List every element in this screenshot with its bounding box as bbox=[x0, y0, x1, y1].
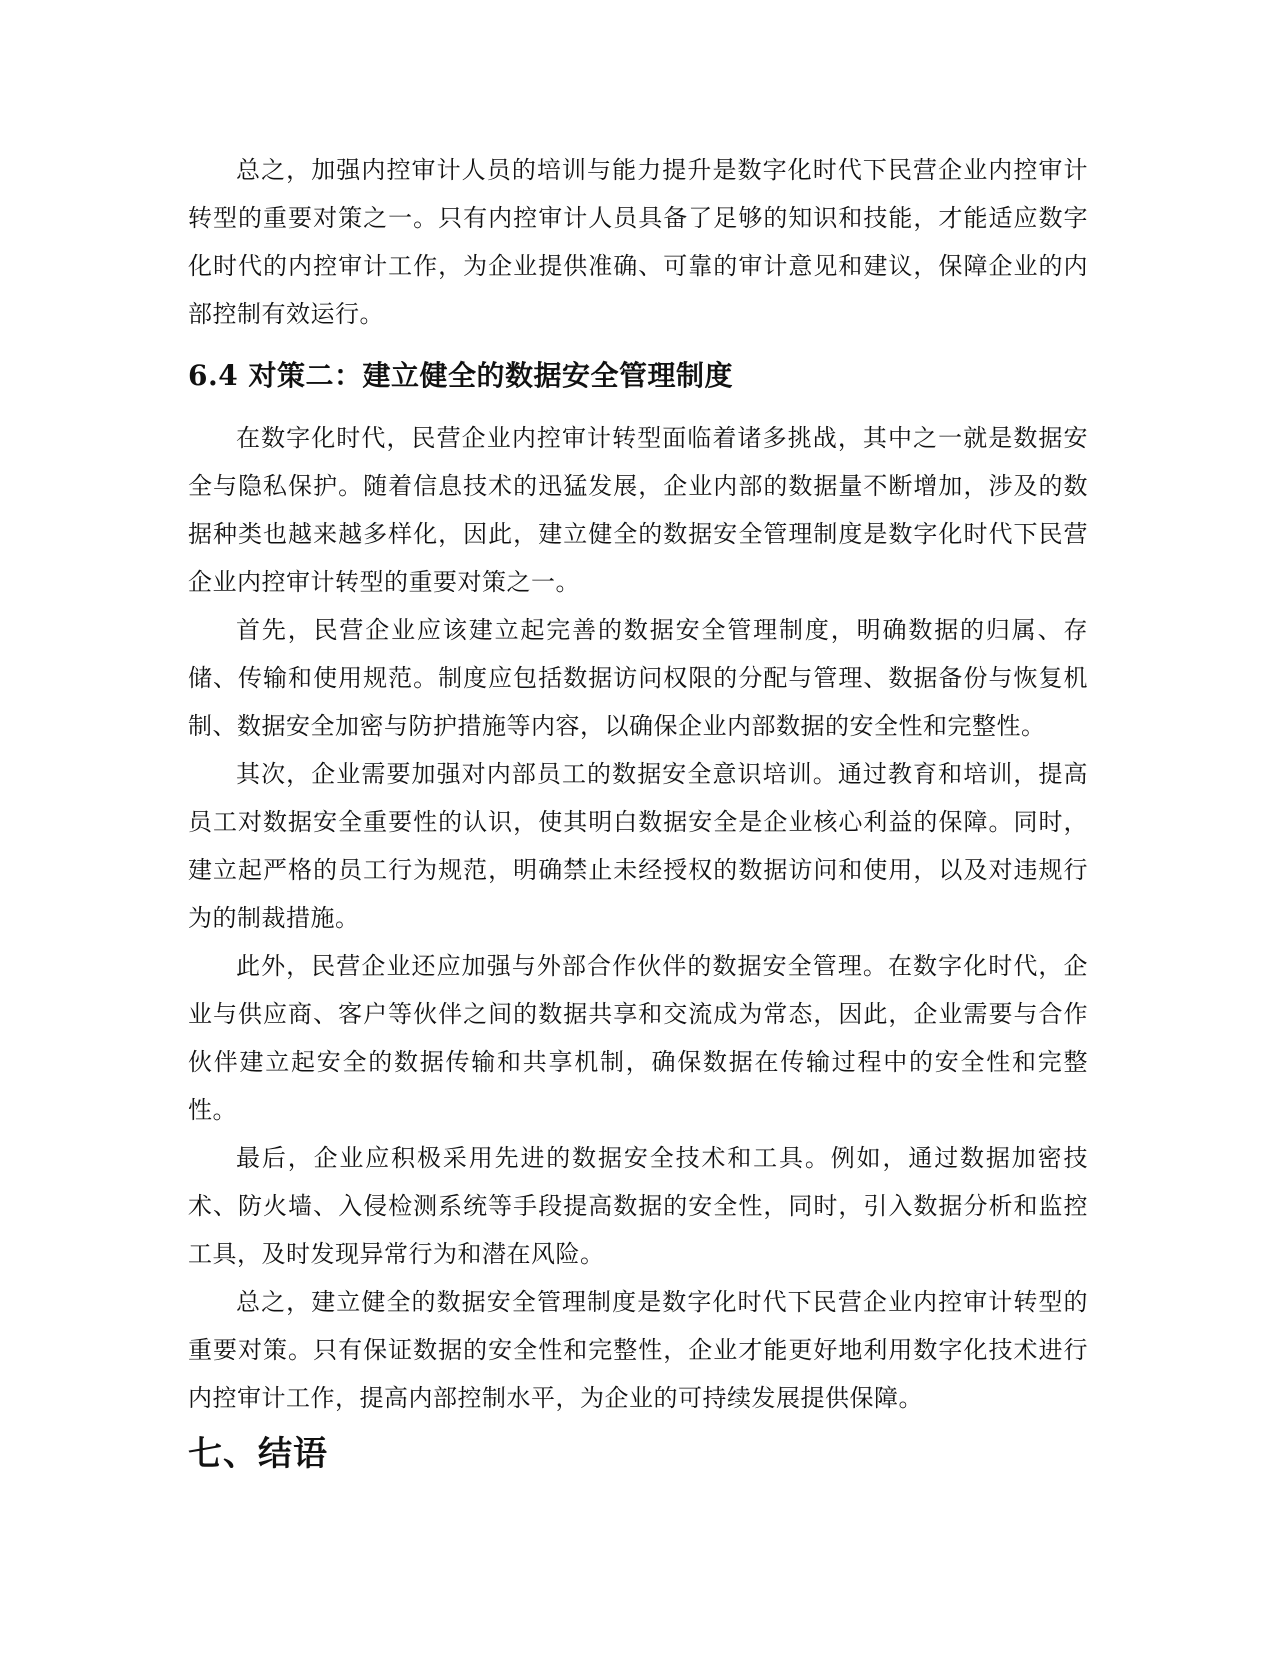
paragraph-second-measure: 其次，企业需要加强对内部员工的数据安全意识培训。通过教育和培训，提高员工对数据安全重要性的认识，使其明白数据安全是企业核心利益的保障。同时，建立起严格的员工行为规范，明确禁止未经授权的数据访问和使用，以及对违规行为的制裁措施。 bbox=[188, 760, 1088, 932]
section-heading-6-4: 6.4 对策二：建立健全的数据安全管理制度 bbox=[188, 359, 733, 392]
paragraph-technology-tools: 最后，企业应积极采用先进的数据安全技术和工具。例如，通过数据加密技术、防火墙、入侵检测系统等手段提高数据的安全性，同时，引入数据分析和监控工具，及时发现异常行为和潜在风险。 bbox=[188, 1144, 1088, 1268]
chapter-heading-conclusion: 七、结语 bbox=[188, 1434, 328, 1474]
paragraph-first-measure: 首先，民营企业应该建立起完善的数据安全管理制度，明确数据的归属、存储、传输和使用规范。制度应包括数据访问权限的分配与管理、数据备份与恢复机制、数据安全加密与防护措施等内容，以确保企业内部数据的安全性和完整性。 bbox=[188, 616, 1088, 740]
paragraph-section-summary: 总之，建立健全的数据安全管理制度是数字化时代下民营企业内控审计转型的重要对策。只有保证数据的安全性和完整性，企业才能更好地利用数字化技术进行内控审计工作，提高内部控制水平，为企业的可持续发展提供保障。 bbox=[188, 1288, 1088, 1412]
paragraph-summary-training: 总之，加强内控审计人员的培训与能力提升是数字化时代下民营企业内控审计转型的重要对策之一。只有内控审计人员具备了足够的知识和技能，才能适应数字化时代的内控审计工作，为企业提供准确、可靠的审计意见和建议，保障企业的内部控制有效运行。 bbox=[188, 156, 1088, 328]
document-body bbox=[188, 146, 1088, 1480]
paragraph-intro-data-security: 在数字化时代，民营企业内控审计转型面临着诸多挑战，其中之一就是数据安全与隐私保护。随着信息技术的迅猛发展，企业内部的数据量不断增加，涉及的数据种类也越来越多样化，因此，建立健全的数据安全管理制度是数字化时代下民营企业内控审计转型的重要对策之一。 bbox=[188, 424, 1088, 596]
paragraph-partner-management: 此外，民营企业还应加强与外部合作伙伴的数据安全管理。在数字化时代，企业与供应商、客户等伙伴之间的数据共享和交流成为常态，因此，企业需要与合作伙伴建立起安全的数据传输和共享机制，确保数据在传输过程中的安全性和完整性。 bbox=[188, 952, 1088, 1124]
